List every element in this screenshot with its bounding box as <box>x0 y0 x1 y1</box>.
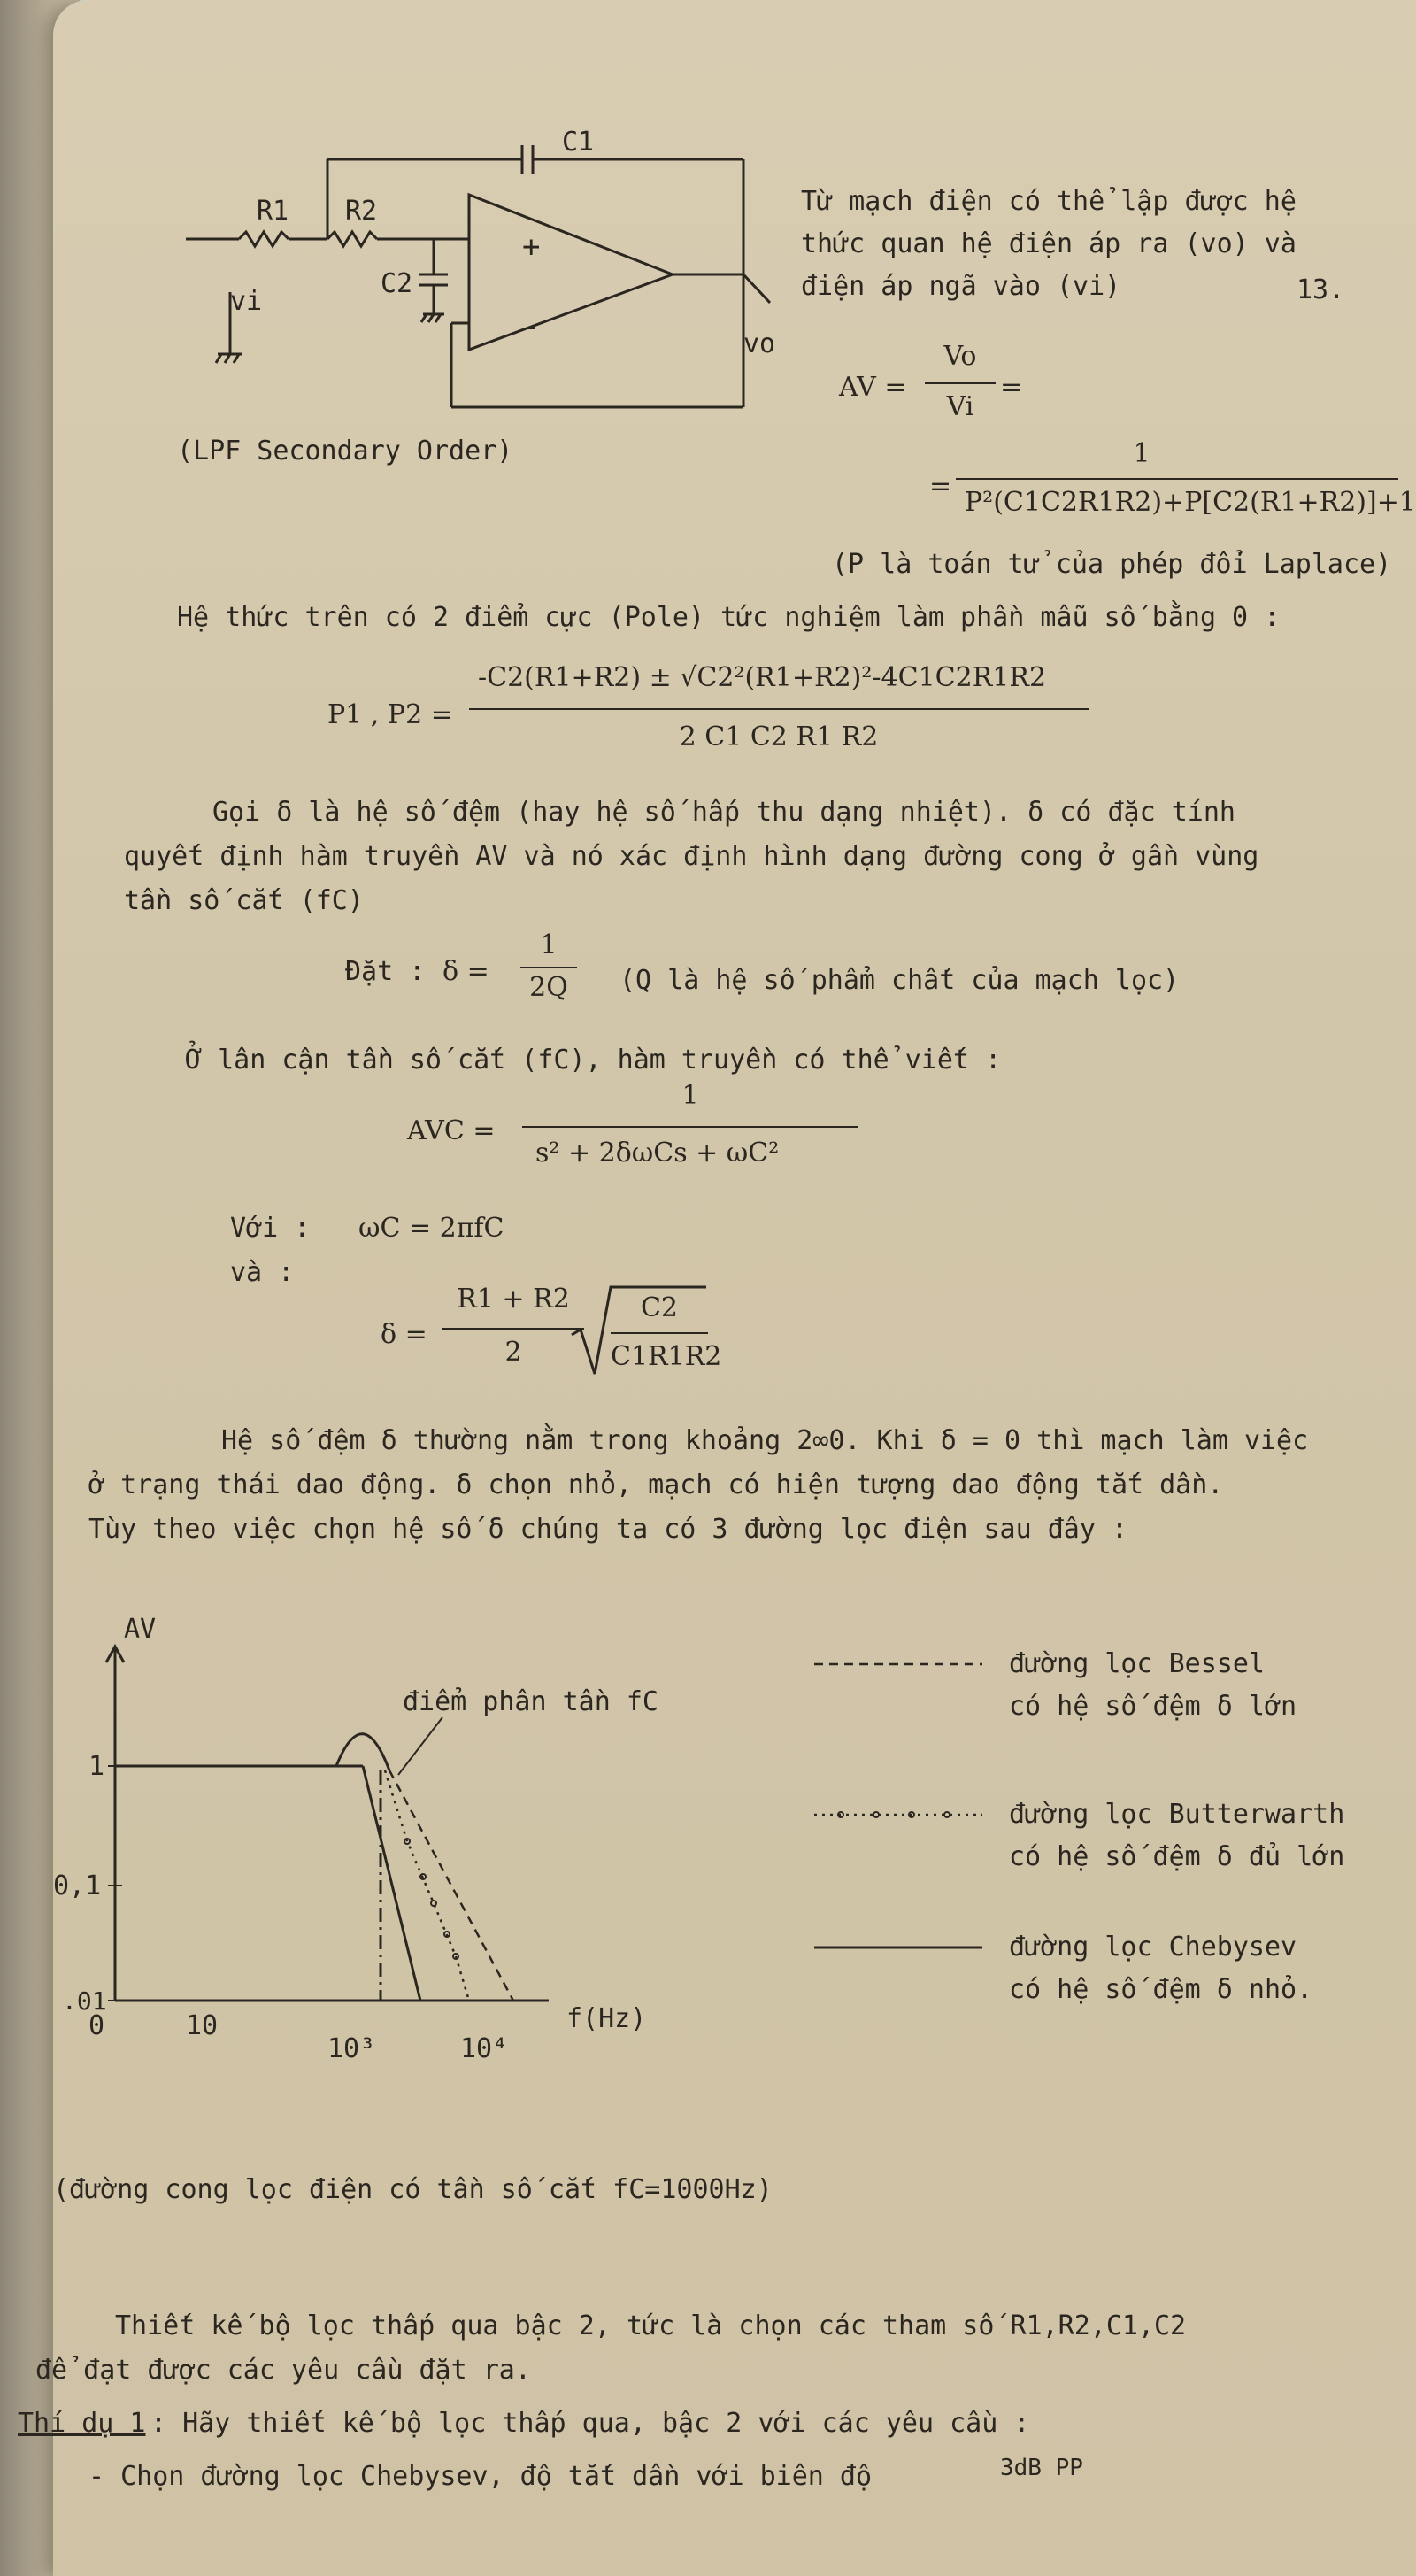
fc-arrow-line <box>398 1717 442 1775</box>
design-para-line-1: Thiết kế bộ lọc thấp qua bậc 2, tức là chọn các tham số R1,R2,C1,C2 <box>115 2310 1187 2341</box>
delta2-root-num: C2 <box>640 1292 679 1323</box>
graph-y-tick-1: 1 <box>88 1751 105 1782</box>
legend-butterworth-line-1: đường lọc Butterwarth <box>1009 1799 1345 1830</box>
avc-den: s² + 2δωCs + ωC² <box>535 1138 780 1168</box>
example-label: Thí dụ 1 <box>18 2408 146 2439</box>
av-fraction-bar-2 <box>956 478 1398 480</box>
poles-num: -C2(R1+R2) ± √C2²(R1+R2)²-4C1C2R1R2 <box>478 662 1047 693</box>
av-den2: P²(C1C2R1R2)+P[C2(R1+R2)]+1 <box>965 487 1416 518</box>
range-para-line-3: Tùy theo việc chọn hệ số δ chúng ta có 3 đường lọc điện sau đây : <box>88 1514 1127 1545</box>
graph-annotation: điểm phân tần fC <box>403 1686 658 1717</box>
delta-def-note: (Q là hệ số phẩm chất của mạch lọc) <box>620 965 1180 996</box>
delta-def-den: 2Q <box>529 972 568 1003</box>
legend-chebysev-line-2: có hệ số đệm δ nhỏ. <box>1009 1974 1313 2005</box>
poles-den: 2 C1 C2 R1 R2 <box>679 721 879 752</box>
av-eq2: = <box>929 471 952 502</box>
range-para-line-2: ở trạng thái dao động. δ chọn nhỏ, mạch có hiện tượng dao động tắt dần. <box>88 1469 1224 1500</box>
delta-def-bar <box>520 967 577 968</box>
graph-caption: (đường cong lọc điện có tần số cắt fC=1000Hz) <box>53 2174 773 2205</box>
delta2-root-bar <box>611 1332 708 1334</box>
delta2-bar <box>442 1328 584 1330</box>
poles-fraction-bar <box>469 708 1089 710</box>
av-lhs: AV = <box>839 372 907 403</box>
av-num2: 1 <box>1133 438 1150 469</box>
legend-bessel-line-2: có hệ số đệm δ lớn <box>1009 1691 1297 1722</box>
delta-def-num: 1 <box>540 929 558 960</box>
book-page <box>18 0 1416 2576</box>
omega-prefix: Với : <box>230 1213 311 1244</box>
delta2-prefix: và : <box>230 1257 295 1288</box>
near-fc-text: Ở lân cận tần số cắt (fC), hàm truyền có thể viết : <box>186 1045 1002 1076</box>
graph-y-tick-2: 0,1 <box>53 1870 102 1901</box>
delta-def-lhs: δ = <box>442 956 489 987</box>
delta-para-line-1: Gọi δ là hệ số đệm (hay hệ số hấp thu dạng nhiệt). δ có đặc tính <box>212 797 1235 828</box>
vo-label: vo <box>743 328 776 359</box>
intro-line-2: thức quan hệ điện áp ra (vo) và <box>801 228 1297 259</box>
butterworth-curve <box>385 1770 469 2001</box>
delta-para-line-2: quyết định hàm truyền AV và nó xác định hình dạng đường cong ở gần vùng <box>124 841 1259 872</box>
opamp-plus: + <box>522 229 541 265</box>
c1-label: C1 <box>562 127 595 158</box>
intro-line-1: Từ mạch điện có thể lập được hệ <box>801 186 1297 217</box>
av-num: Vo <box>943 341 977 372</box>
poles-lhs: P1 , P2 = <box>327 699 453 730</box>
graph-y-label: AV <box>124 1614 157 1645</box>
legend-butterworth-line-2: có hệ số đệm δ đủ lớn <box>1009 1841 1345 1872</box>
graph-x-tick-4: 10⁴ <box>460 2033 509 2064</box>
av-tail: = <box>1000 372 1023 403</box>
opamp-minus: - <box>522 309 541 344</box>
range-para-line-1: Hệ số đệm δ thường nằm trong khoảng 2∞0. Khi δ = 0 thì mạch làm việc <box>221 1425 1309 1456</box>
avc-num: 1 <box>681 1080 699 1111</box>
pole-text: Hệ thức trên có 2 điểm cực (Pole) tức nghiệm làm phần mẫu số bằng 0 : <box>177 602 1281 633</box>
page-number: 13. <box>1297 274 1345 305</box>
example-text: : Hãy thiết kế bộ lọc thấp qua, bậc 2 với các yêu cầu : <box>150 2408 1030 2439</box>
delta2-root-den: C1R1R2 <box>611 1341 722 1372</box>
delta-para-line-3: tần số cắt (fC) <box>124 885 364 916</box>
graph-x-label: f(Hz) <box>566 2003 647 2034</box>
omega-body: ωC = 2πfC <box>358 1213 504 1244</box>
example-bullet: - Chọn đường lọc Chebysev, độ tắt dần với biên độ <box>88 2461 873 2492</box>
av-den: Vi <box>946 391 974 422</box>
circuit-caption: (LPF Secondary Order) <box>177 436 513 467</box>
vi-label: vi <box>230 286 263 317</box>
lpf-circuit-diagram <box>133 115 776 540</box>
legend-chebysev-line-1: đường lọc Chebysev <box>1009 1932 1297 1963</box>
r2-label: R2 <box>345 196 378 227</box>
avc-fraction-bar <box>522 1126 858 1128</box>
av-fraction-bar <box>925 382 996 384</box>
r1-label: R1 <box>257 196 289 227</box>
legend-bessel-line-1: đường lọc Bessel <box>1009 1648 1265 1679</box>
delta2-den: 2 <box>504 1337 522 1368</box>
graph-y-tick-3: .01 <box>62 1986 107 2016</box>
example-bullet-tail: 3dB PP <box>1000 2455 1083 2481</box>
delta2-lhs: δ = <box>381 1319 427 1350</box>
laplace-note: (P là toán tử của phép đổi Laplace) <box>832 549 1392 580</box>
bessel-curve <box>389 1770 513 2001</box>
intro-line-3: điện áp ngã vào (vi) <box>801 271 1121 302</box>
avc-lhs: AVC = <box>407 1115 496 1146</box>
filter-response-graph <box>53 1611 761 2071</box>
graph-x-tick-2: 10 <box>186 2010 219 2041</box>
delta-def-prefix: Đặt : <box>345 956 426 987</box>
graph-x-tick-1: 0 <box>88 2010 105 2041</box>
chebysev-curve <box>363 1766 420 2001</box>
c2-label: C2 <box>381 268 413 299</box>
graph-x-tick-3: 10³ <box>327 2033 376 2064</box>
legend-swatches <box>814 1647 991 2001</box>
delta2-num: R1 + R2 <box>457 1284 570 1315</box>
design-para-line-2: để đạt được các yêu cầu đặt ra. <box>35 2355 531 2386</box>
